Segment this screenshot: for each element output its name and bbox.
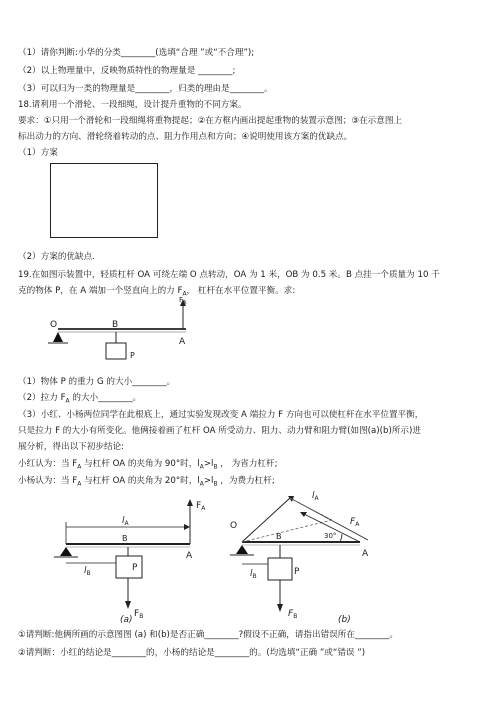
arm-lB-label: $l_B$ [250,569,257,580]
point-A-label: A [186,551,193,561]
q19-part3-a: （3）小红、小杨两位同学在此根底上，通过实验发现改变 A 端拉力 F 方向也可以使杠杆在水平位置平衡， [18,410,424,420]
point-O-label: O [50,320,58,330]
q19-text: 克的物体 P，在 A 端加一个竖直向上的力 $F_A$， 杠杆在水平位置平衡。求: [18,286,296,298]
q18-plan-label: （1）方案 [18,148,58,158]
angle-label: 30° [324,532,337,540]
caption-a: (a) [120,615,133,625]
arm-lA-label: $l_A$ [312,491,319,502]
object-P-label: P [294,567,300,577]
q19-part3-b: 只是拉力 F 的大小有所变化。他俩接着画了杠杆 OA 所受动力、阻力、动力臂和阻力臂(如图(a)(b)所示)进 [18,426,421,436]
q18-answer-box [50,163,158,238]
q18-title: 18.请利用一个滑轮、一段细绳，设计提升重物的不同方案。 [18,100,247,110]
q19-part3-c: 展分析，得出以下初步结论: [18,442,125,452]
point-B-label: B [112,320,119,330]
q19-part2: （2）拉力 $F_A$ 的大小________。 [18,393,142,405]
q19-judge-1: ①请判断:他俩所画的示意图图 (a) 和(b)是否正确________?假设不正确，请指出错误所在________。 [18,630,398,640]
point-A-label: A [362,549,369,559]
force-FB-label: $F_B$ [134,609,144,620]
figure-a [50,494,220,624]
q19-judge-2: ②请判断：小红的结论是________的，小杨的结论是________的。(均选填“正确 ”或“错误 ”) [18,648,366,658]
arm-lA-label: $l_A$ [122,516,129,527]
q18-req-1: 要求：①只用一个滑轮和一段细绳将重物提起；②在方框内画出提起重物的装置示意图；③在示意图上 [18,116,403,126]
xiaoyang-view: 小杨认为：当 $F_A$ 与杠杆 OA 的夹角为 20°时，$l_A>l_B$ ，为费力杠杆; [18,476,275,488]
q19-part1: （1）物体 P 的重力 G 的大小________。 [18,377,176,387]
object-P-label: P [132,563,138,573]
force-FA-label: $F_A$ [196,501,206,512]
q19-title: 19.在如图示装置中，轻质杠杆 OA 可绕左端 O 点转动，OA 为 1 米，OB 为 0.5 米。B 点挂一个质量为 10 千 [18,270,440,280]
force-FA-label: $F_A$ [350,517,360,528]
point-O-label: O [230,521,238,531]
q18-req-2: 标出动力的方向、滑轮绕着转动的点、阻力作用点和方向；④说明使用该方案的优缺点。 [18,132,353,142]
point-B-label: B [276,532,282,541]
q17-part1: （1）请你判断:小华的分类________(选填“合理 ”或“不合理”); [18,48,255,58]
object-P-label: P [130,351,135,360]
q17-part2: （2）以上物理量中，反映物质特性的物理量是 ________; [18,66,236,76]
force-FB-label: $F_B$ [288,609,298,620]
q17-part3: （3）可以归为一类的物理量是________，归类的理由是________。 [18,84,273,94]
arm-lB-label: $l_B$ [84,566,91,577]
point-A-label: A [179,337,186,347]
lever-figure [44,296,204,372]
point-B-label: B [122,534,128,543]
force-FA-label: $F_A$ [179,296,187,306]
q18-pros-cons: （2）方案的优缺点. [18,252,95,262]
figure-b [228,484,388,624]
caption-b: (b) [338,615,351,625]
xiaohong-view: 小红认为：当 $F_A$ 与杠杆 OA 的夹角为 90°时，$l_A>l_B$ ， 为省力杠杆; [18,459,278,471]
